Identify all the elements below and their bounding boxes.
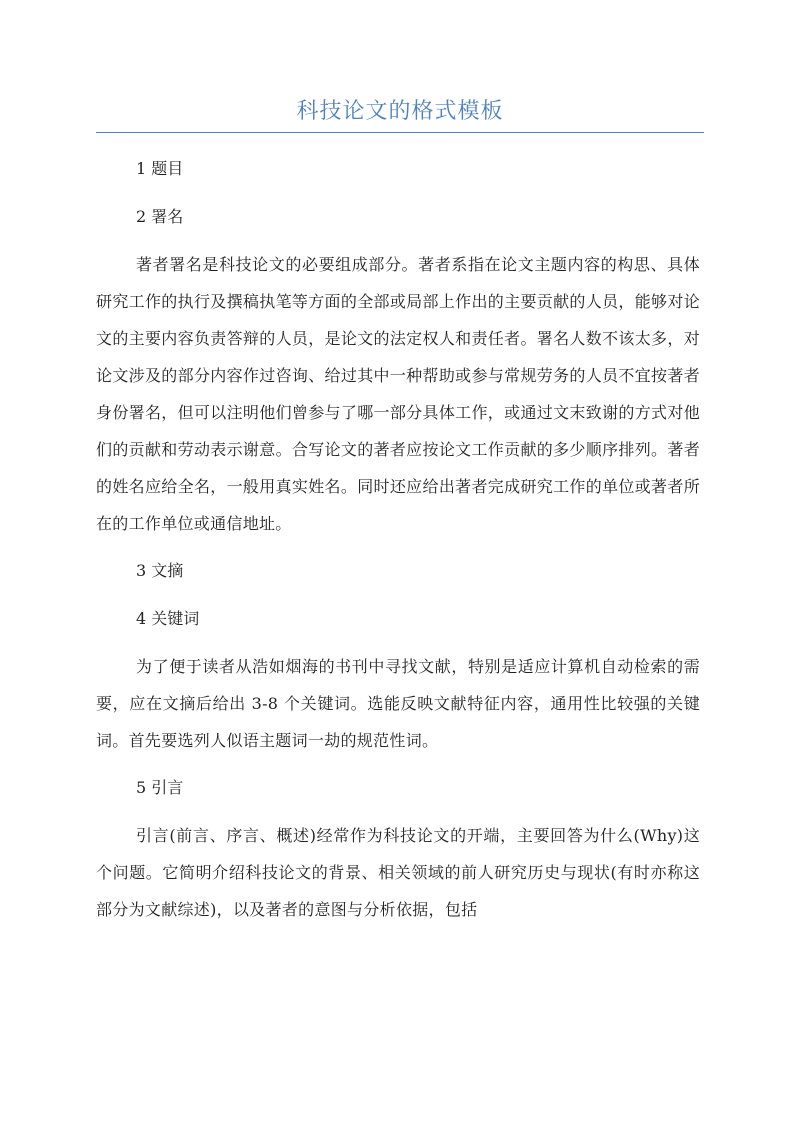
- section-heading-title: 1 题目: [136, 159, 184, 178]
- section-heading-abstract: 3 文摘: [136, 561, 184, 580]
- section-heading-keywords: 4 关键词: [136, 609, 200, 628]
- section-heading-authorship: 2 署名: [136, 207, 184, 226]
- title-underline: [96, 132, 704, 133]
- section-paragraph-authorship: 著者署名是科技论文的必要组成部分。著者系指在论文主题内容的构思、具体研究工作的执行及撰稿执笔等方面的全部或局部上作出的主要贡献的人员，能够对论文的主要内容负责答辩的人员，是论文的法定权人和责任者。署名人数不该太多，对论文涉及的部分内容作过咨询、给过其中一种帮助或参与常规劳务的人员不宜按著者身份署名，但可以注明他们曾参与了哪一部分具体工作，或通过文末致谢的方式对他们的贡献和劳动表示谢意。合写论文的著者应按论文工作贡献的多少顺序排列。著者的姓名应给全名，一般用真实姓名。同时还应给出著者完成研究工作的单位或著者所在的工作单位或通信地址。: [96, 255, 700, 533]
- document-title: 科技论文的格式模板: [296, 99, 504, 124]
- document-body: [96, 150, 700, 928]
- section-heading-introduction: 5 引言: [136, 778, 184, 797]
- section-paragraph-introduction: 引言(前言、序言、概述)经常作为科技论文的开端，主要回答为什么(Why)这个问题。它简明介绍科技论文的背景、相关领域的前人研究历史与现状(有时亦称这部分为文献综述)，以及著者的意图与分析依据，包括: [96, 826, 700, 919]
- section-paragraph-keywords: 为了便于读者从浩如烟海的书刊中寻找文献，特别是适应计算机自动检索的需要，应在文摘后给出 3-8 个关键词。选能反映文献特征内容，通用性比较强的关键词。首先要选列人似语主题词一劫的规范性词。: [96, 657, 700, 750]
